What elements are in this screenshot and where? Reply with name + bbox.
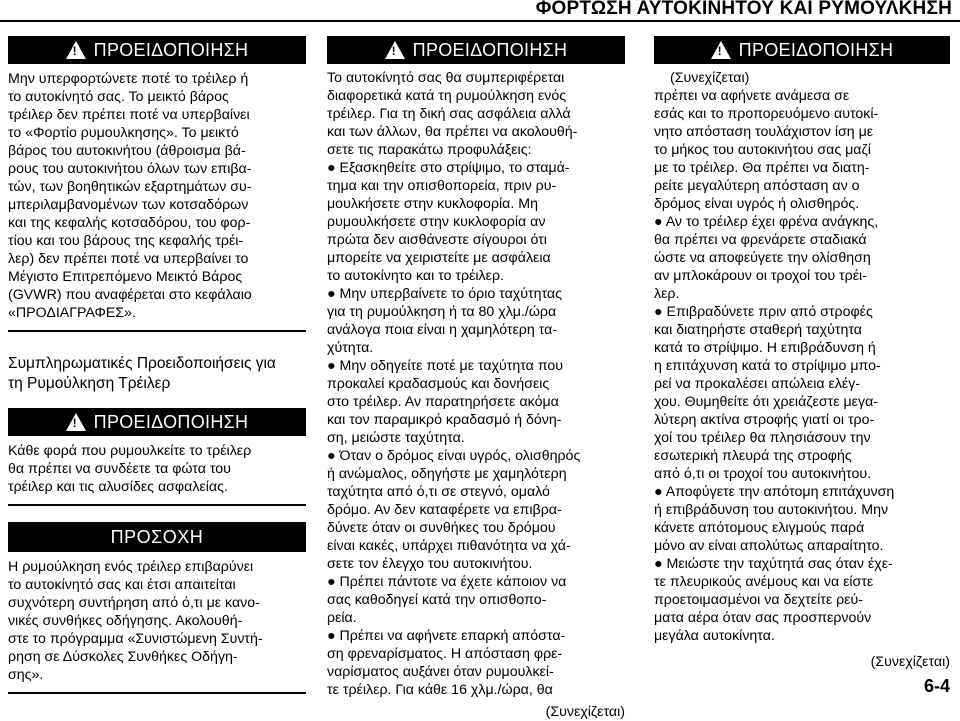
warning-text: Το αυτοκίνητό σας θα συμπεριφέρεται διαφορετικά κατά τη ρυμούλκηση ενός τρέιλερ. Για τη δική σας ασφάλεια αλλά και των άλλων, θα πρέπει να ακολουθή- σετε τις παρακάτω προφυλάξεις: ● Εξασκηθείτε στο στρίψιμο, το σταμά- τημα και την οπισθοπορεία, πριν ρυ- μουλκήσετε στην κυκλοφορία. Μη ρυμουλκήσετε στην κυκλοφορία αν πρώτα δεν αισθάνεστε σίγουροι ότι μπορείτε να χειριστείτε με ασφάλεια το αυτοκίνητο και το τρέιλερ. ● Μην υπερβαίνετε το όριο ταχύτητας για τη ρυμούλκηση ή τα 80 χλμ./ώρα ανάλογα ποια είναι η χαμηλότερη τα- χύτητα. ● Μην οδηγείτε ποτέ με ταχύτητα που προκαλεί κραδασμούς και δονήσεις στο τρέιλερ. Αν παρατηρήσετε ακόμα και τον παραμικρό κραδασμό ή δόνη- ση, μειώστε ταχύτητα. ● Όταν ο δρόμος είναι υγρός, ολισθηρός ή ανώμαλος, οδηγήστε με χαμηλότερη ταχύτητα από ό,τι σε στεγνό, ομαλό δρόμο. Αν δεν καταφέρετε να επιβρα- δύνετε όταν οι συνθήκες του δρόμου είναι κακές, υπάρχει πιθανότητα να χά- σετε τον έλεγχο του αυτοκινήτου. ● Πρέπει πάντοτε να έχετε κάποιον να σας καθοδηγεί κατά την οπισθοπο- ρεία. ● Πρέπει να αφήνετε επαρκή απόστα- ση φρεναρίσματος. Η απόσταση φρε- ναρίσματος αυξάνει όταν ρυμουλκεί- τε τρέιλερ. Για κάθε 16 χλμ./ώρα, θα: [327, 70, 581, 698]
page-header-title: ΦΟΡΤΩΣΗ ΑΥΤΟΚΙΝΗΤΟΥ ΚΑΙ ΡΥΜΟΥΛΚΗΣΗ: [535, 0, 952, 19]
column-3: [654, 36, 950, 671]
caution-bar: [8, 522, 306, 552]
warning-box-2: [8, 408, 306, 506]
warning-bar: [654, 36, 950, 64]
section-heading: Συμπληρωματικές Προειδοποιήσεις για τη Ρυμούλκηση Τρέιλερ: [8, 355, 276, 392]
warning-triangle-icon: !: [66, 413, 86, 431]
continued-label: (Συνεχίζεται): [670, 70, 750, 86]
warning-box-1: [8, 36, 306, 332]
column-1: [8, 36, 306, 694]
caution-box: [8, 522, 306, 694]
warning-bar: [8, 408, 306, 436]
continued-label: (Συνεχίζεται): [870, 654, 950, 670]
warning-bar: [327, 36, 625, 64]
warning-label: ΠΡΟΕΙΔΟΠΟΙΗΣΗ: [93, 39, 249, 60]
warning-triangle-icon: !: [385, 41, 405, 59]
warning-text: πρέπει να αφήνετε ανάμεσα σε εσάς και το προπορευόμενο αυτοκί- νητο απόσταση τουλάχιστον ίση με το μήκος του αυτοκινήτου σας μαζί με το τρέιλερ. Θα πρέπει να διατη- ρείτε μεγαλύτερη απόσταση αν ο δρόμος είναι υγρός ή ολισθηρός. ● Αν το τρέιλερ έχει φρένα ανάγκης, θα πρέπει να φρενάρετε σταδιακά ώστε να αποφεύγετε την ολίσθηση αν μπλοκάρουν οι τροχοί του τρέι- λερ. ● Επιβραδύνετε πριν από στροφές και διατηρήστε σταθερή ταχύτητα κατά το στρίψιμο. Η επιβράδυνση ή η επιτάχυνση κατά το στρίψιμο μπο- ρεί να προκαλέσει απώλεια ελέγ- χου. Θυμηθείτε ότι χρειάζεστε μεγα- λύτερη ακτίνα στροφής γιατί οι τρο- χοί του τρέιλερ θα πλησιάσουν την εσωτερική πλευρά της στροφής από ό,τι οι τροχοί του αυτοκινήτου. ● Αποφύγετε την απότομη επιτάχυνση ή επιβράδυνση του αυτοκινήτου. Μην κάνετε απότομους ελιγμούς παρά μόνο αν είναι απολύτως απαραίτητο. ● Μειώστε την ταχύτητά σας όταν έχε- τε πλευρικούς ανέμους και να είστε προετοιμασμένοι να δεχτείτε ρεύ- ματα αέρα όταν σας προσπερνούν μεγάλα αυτοκίνητα.: [654, 88, 895, 644]
header-rule: [0, 20, 960, 22]
page-number: 6-4: [923, 676, 950, 696]
warning-text: Μην υπερφορτώνετε ποτέ το τρέιλερ ή το αυτοκίνητό σας. Το μεικτό βάρος τρέιλερ δεν πρέπει ποτέ να υπερβαίνει το «Φορτίο ρυμουλκησης». Το μεικτό βάρος του αυτοκινήτου (άθροισμα βά- ρους του αυτοκινήτου όλων των επιβα- τών, των βοηθητικών εξαρτημάτων συ- μπεριλαμβανομένων των κοτσαδόρων και της κεφαλής κοτσαδόρου, του φορ- τίου και του βάρους της κεφαλής τρέι- λερ) δεν πρέπει ποτέ να υπερβαίνει το Μέγιστο Επιτρεπόμενο Μεικτό Βάρος (GVWR) που αναφέρεται στο κεφάλαιο «ΠΡΟΔΙΑΓΡΑΦΕΣ».: [8, 71, 252, 321]
caution-label: ΠΡΟΣΟΧΗ: [110, 526, 204, 547]
warning-label: ΠΡΟΕΙΔΟΠΟΙΗΣΗ: [412, 39, 568, 60]
warning-triangle-icon: !: [66, 41, 86, 59]
warning-label: ΠΡΟΕΙΔΟΠΟΙΗΣΗ: [738, 39, 894, 60]
warning-bar: [8, 36, 306, 64]
warning-label: ΠΡΟΕΙΔΟΠΟΙΗΣΗ: [93, 411, 249, 432]
column-2: [327, 36, 625, 721]
continued-label: (Συνεχίζεται): [545, 704, 625, 720]
warning-text: Κάθε φορά που ρυμουλκείτε το τρέιλερ θα πρέπει να συνδέετε τα φώτα του τρέιλερ και τις αλυσίδες ασφαλείας.: [8, 443, 252, 495]
caution-text: Η ρυμούλκηση ενός τρέιλερ επιβαρύνει το αυτοκίνητό σας και έτσι απαιτείται συχνότερη συντήρηση από ό,τι με κανο- νικές συνθήκες οδήγησης. Ακολουθή- στε το πρόγραμμα «Συνιστώμενη Συντή- ρηση σε Δύσκολες Συνθήκες Οδήγη- σης».: [8, 559, 263, 683]
warning-triangle-icon: !: [711, 41, 731, 59]
